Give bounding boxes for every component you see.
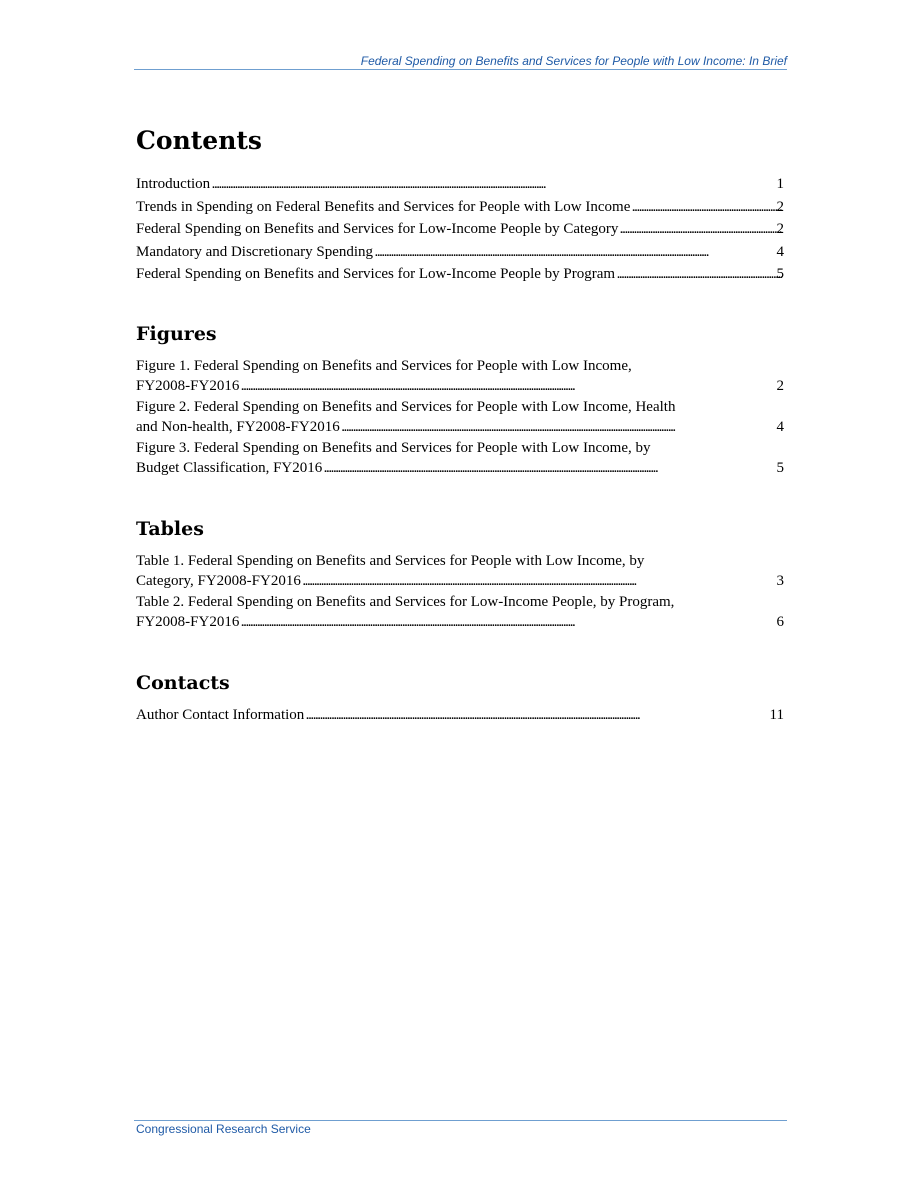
toc-entry-text-continued: and Non-health, FY2008-FY2016 xyxy=(136,419,340,435)
toc-entry-trends[interactable]: Trends in Spending on Federal Benefits and Services for People with Low Income . . . 2 xyxy=(136,197,784,217)
dot-leader xyxy=(212,174,782,194)
dot-leader xyxy=(620,219,782,239)
figures-section xyxy=(136,322,784,478)
toc-entry-figure-1[interactable]: Figure 1. Federal Spending on Benefits and Services for People with Low Income, FY2008-FY2016 . . . 2 xyxy=(136,356,784,396)
contacts-heading: Contacts xyxy=(136,672,230,694)
running-footer: Congressional Research Service xyxy=(136,1122,311,1136)
toc-entry-by-category[interactable]: Federal Spending on Benefits and Services for Low-Income People by Category . . . 2 xyxy=(136,219,784,239)
toc-entry-text-continued: FY2008-FY2016 xyxy=(136,378,240,394)
dot-leader xyxy=(375,242,782,262)
toc-entry-text: Introduction xyxy=(136,176,211,192)
toc-entry-introduction[interactable]: Introduction . . . 1 xyxy=(136,174,784,194)
dot-leader xyxy=(306,705,779,725)
contacts-list xyxy=(136,705,784,725)
toc-entry-text: Trends in Spending on Federal Benefits and Services for People with Low Income xyxy=(136,198,631,215)
dot-leader xyxy=(617,264,782,284)
toc-page-number: 11 xyxy=(769,707,784,723)
toc-entry-text: Figure 3. Federal Spending on Benefits and Services for People with Low Income, by xyxy=(136,440,651,456)
running-header: Federal Spending on Benefits and Services for People with Low Income: In Brief xyxy=(360,54,787,68)
toc-entry-text: Figure 1. Federal Spending on Benefits and Services for People with Low Income, xyxy=(136,358,632,374)
toc-entry-figure-2[interactable]: Figure 2. Federal Spending on Benefits and Services for People with Low Income, Health and Non-health, FY2008-FY2016 . . . 4 xyxy=(136,397,784,437)
toc-entry-text: Federal Spending on Benefits and Services for Low-Income People by Category xyxy=(136,221,619,237)
toc-entry-text: Figure 2. Federal Spending on Benefits and Services for People with Low Income, Health xyxy=(136,399,676,415)
toc-entry-text: Mandatory and Discretionary Spending xyxy=(136,243,374,260)
tables-section xyxy=(136,517,784,632)
toc-entry-table-2[interactable]: Table 2. Federal Spending on Benefits and Services for Low-Income People, by Program, FY2008-FY2016 . . . 6 xyxy=(136,592,784,632)
tables-list xyxy=(136,551,784,632)
toc-entry-text: Table 1. Federal Spending on Benefits and Services for People with Low Income, by xyxy=(136,553,645,569)
toc-entry-text-continued: FY2008-FY2016 xyxy=(136,614,240,630)
toc-entry-mandatory-discretionary[interactable]: Mandatory and Discretionary Spending . . . 4 xyxy=(136,242,784,262)
header-rule xyxy=(134,69,787,70)
toc-entry-text-continued: Category, FY2008-FY2016 xyxy=(136,573,301,589)
dot-leader xyxy=(324,458,782,478)
figures-list xyxy=(136,356,784,478)
footer-rule xyxy=(134,1120,787,1121)
dot-leader xyxy=(632,197,782,217)
tables-heading: Tables xyxy=(136,518,204,540)
toc-entry-text: Author Contact Information xyxy=(136,707,305,723)
toc-entry-by-program[interactable]: Federal Spending on Benefits and Services for Low-Income People by Program . . . 5 xyxy=(136,264,784,284)
toc-entry-table-1[interactable]: Table 1. Federal Spending on Benefits and Services for People with Low Income, by Category, FY2008-FY2016 . . . 3 xyxy=(136,551,784,591)
figures-heading: Figures xyxy=(136,323,217,345)
contacts-section xyxy=(136,671,784,725)
toc-entry-author-contact[interactable] xyxy=(136,705,784,725)
dot-leader xyxy=(241,612,782,632)
contents-list xyxy=(136,174,784,284)
dot-leader xyxy=(342,417,782,437)
toc-entry-text: Table 2. Federal Spending on Benefits and Services for Low-Income People, by Program, xyxy=(136,594,675,610)
toc-entry-text: Federal Spending on Benefits and Services for Low-Income People by Program xyxy=(136,266,616,282)
toc-entry-figure-3[interactable]: Figure 3. Federal Spending on Benefits and Services for People with Low Income, by Budget Classification, FY2016 . . . 5 xyxy=(136,438,784,478)
contents-section xyxy=(136,126,784,284)
dot-leader xyxy=(241,376,782,396)
toc-entry-text-continued: Budget Classification, FY2016 xyxy=(136,460,323,476)
contents-heading: Contents xyxy=(136,126,263,155)
dot-leader xyxy=(303,571,782,591)
